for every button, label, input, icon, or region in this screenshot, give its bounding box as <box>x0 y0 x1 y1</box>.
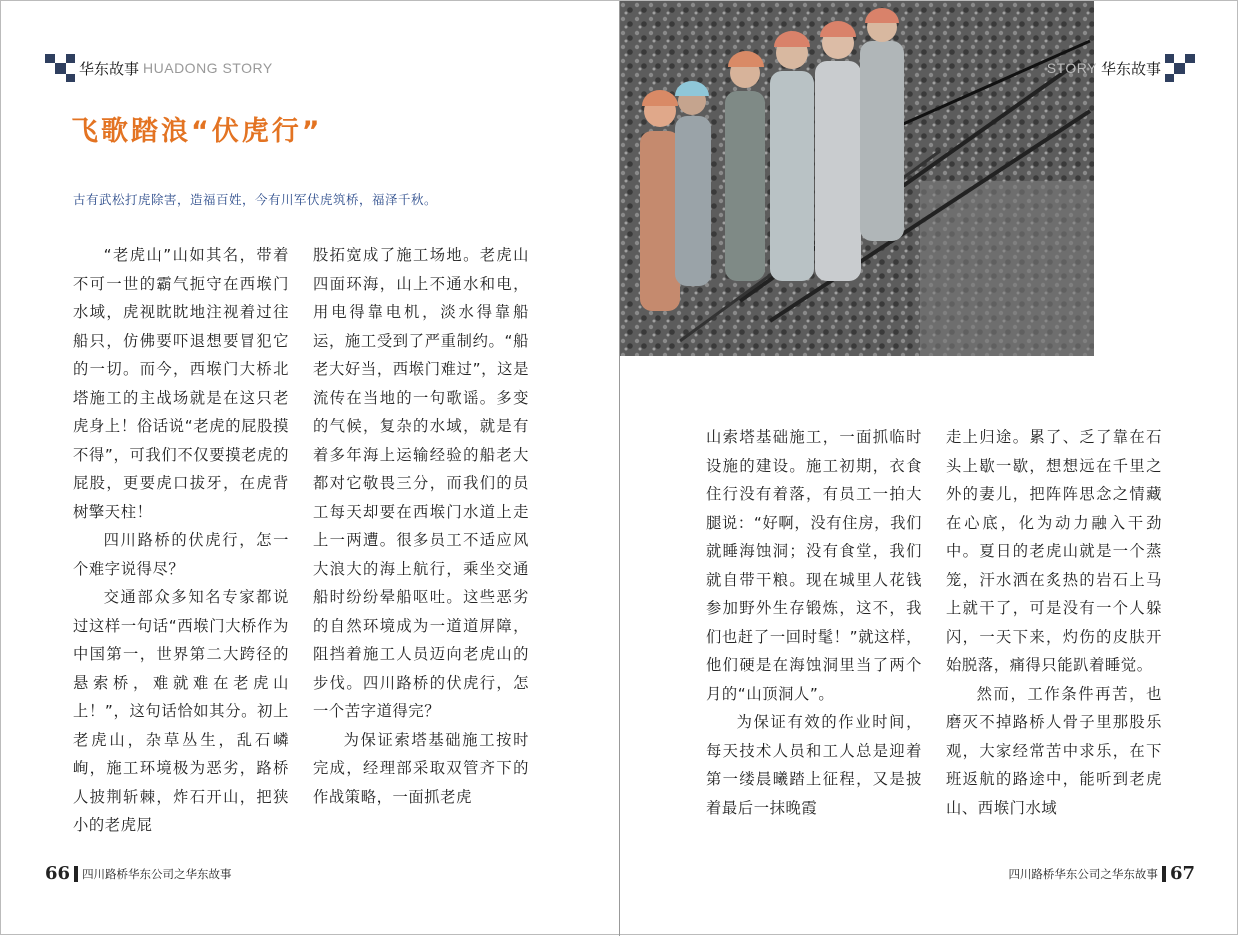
section-title: 华东故事 <box>1100 59 1161 78</box>
article-title: 飞歌踏浪“伏虎行” <box>71 116 323 147</box>
paragraph: 交通部众多知名专家都说过这样一句话“西堠门大桥作为中国第一，世界第二大跨径的悬索桥，难就难在老虎山上！”，这句话恰如其分。初上老虎山，杂草丛生，乱石嶙峋，施工环境极为恶劣，路桥人披荆斩棘，炸石开山，把狭小的老虎屁 <box>73 588 289 834</box>
right-header <box>1047 53 1195 83</box>
squares-logo-icon <box>1165 54 1195 82</box>
article-subtitle: 古有武松打虎除害，造福百姓，今有川军伏虎筑桥，福泽千秋。 <box>73 192 438 207</box>
text-column-1 <box>73 241 289 840</box>
left-header <box>45 53 273 83</box>
paragraph: 为保证有效的作业时间，每天技术人员和工人总是迎着第一缕晨曦踏上征程，又是披着最后一抹晚霞 <box>706 713 922 817</box>
right-page <box>620 1 1238 936</box>
paragraph: 山索塔基础施工，一面抓临时设施的建设。施工初期，衣食住行没有着落，有员工一拍大腿说：“好啊，没有住房，我们就睡海蚀洞；没有食堂，我们就自带干粮。现在城里人花钱参加野外生存锻炼，这不，我们也赶了一回时髦！”就这样，他们硬是在海蚀洞里当了两个月的“山顶洞人”。 <box>706 428 922 703</box>
text-column-4 <box>946 423 1162 822</box>
divider <box>1162 866 1166 882</box>
paragraph: 为保证索塔基础施工按时完成，经理部采取双管齐下的作战策略，一面抓老虎 <box>313 730 529 806</box>
footer-text: 四川路桥华东公司之华东故事 <box>1008 866 1158 881</box>
text-column-2 <box>313 241 529 811</box>
text-column-3 <box>706 423 922 822</box>
section-title-en: STORY <box>1046 60 1097 76</box>
section-title-en: HUADONG STORY <box>143 60 273 76</box>
page-number: 66 <box>45 863 71 884</box>
paragraph: 然而，工作条件再苦，也磨灭不掉路桥人骨子里那股乐观，大家经常苦中求乐，在下班返航的路途中，能听到老虎山、西堠门水域 <box>946 684 1162 817</box>
left-footer <box>45 863 232 884</box>
paragraph: 四川路桥的伏虎行，怎一个难字说得尽？ <box>73 531 289 578</box>
page-number: 67 <box>1169 863 1195 884</box>
section-title: 华东故事 <box>79 59 140 78</box>
divider <box>74 866 78 882</box>
paragraph: “老虎山”山如其名，带着不可一世的霸气扼守在西堠门水域，虎视眈眈地注视着过往船只，仿佛要吓退想要冒犯它的一切。而今，西堠门大桥北塔施工的主战场就是在这只老虎身上！俗话说“老虎的屁股摸不得”，可我们不仅要摸老虎的屁股，更要虎口拔牙，在虎背树擎天柱！ <box>73 246 289 521</box>
workers-photo <box>620 1 1094 356</box>
squares-logo-icon <box>45 54 75 82</box>
footer-text: 四川路桥华东公司之华东故事 <box>82 866 232 881</box>
paragraph: 走上归途。累了、乏了靠在石头上歇一歇，想想远在千里之外的妻儿，把阵阵思念之情藏在心底，化为动力融入干劲中。夏日的老虎山就是一个蒸笼，汗水洒在炙热的岩石上马上就干了，可是没有一个人躲闪，一天下来，灼伤的皮肤开始脱落，痛得只能趴着睡觉。 <box>946 428 1162 674</box>
right-footer <box>1008 863 1195 884</box>
left-page <box>1 1 620 936</box>
paragraph: 股拓宽成了施工场地。老虎山四面环海，山上不通水和电，用电得靠电机，淡水得靠船运，施工受到了严重制约。“船老大好当，西堠门难过”，这是流传在当地的一句歌谣。多变的气候，复杂的水域，就是有着多年海上运输经验的船老大都对它敬畏三分，而我们的员工每天却要在西堠门水道上走上一两遭。很多员工不适应风大浪大的海上航行，乘坐交通船时纷纷晕船呕吐。这些恶劣的自然环境成为一道道屏障，阻挡着施工人员迈向老虎山的步伐。四川路桥的伏虎行，怎一个苦字道得完？ <box>313 246 529 720</box>
